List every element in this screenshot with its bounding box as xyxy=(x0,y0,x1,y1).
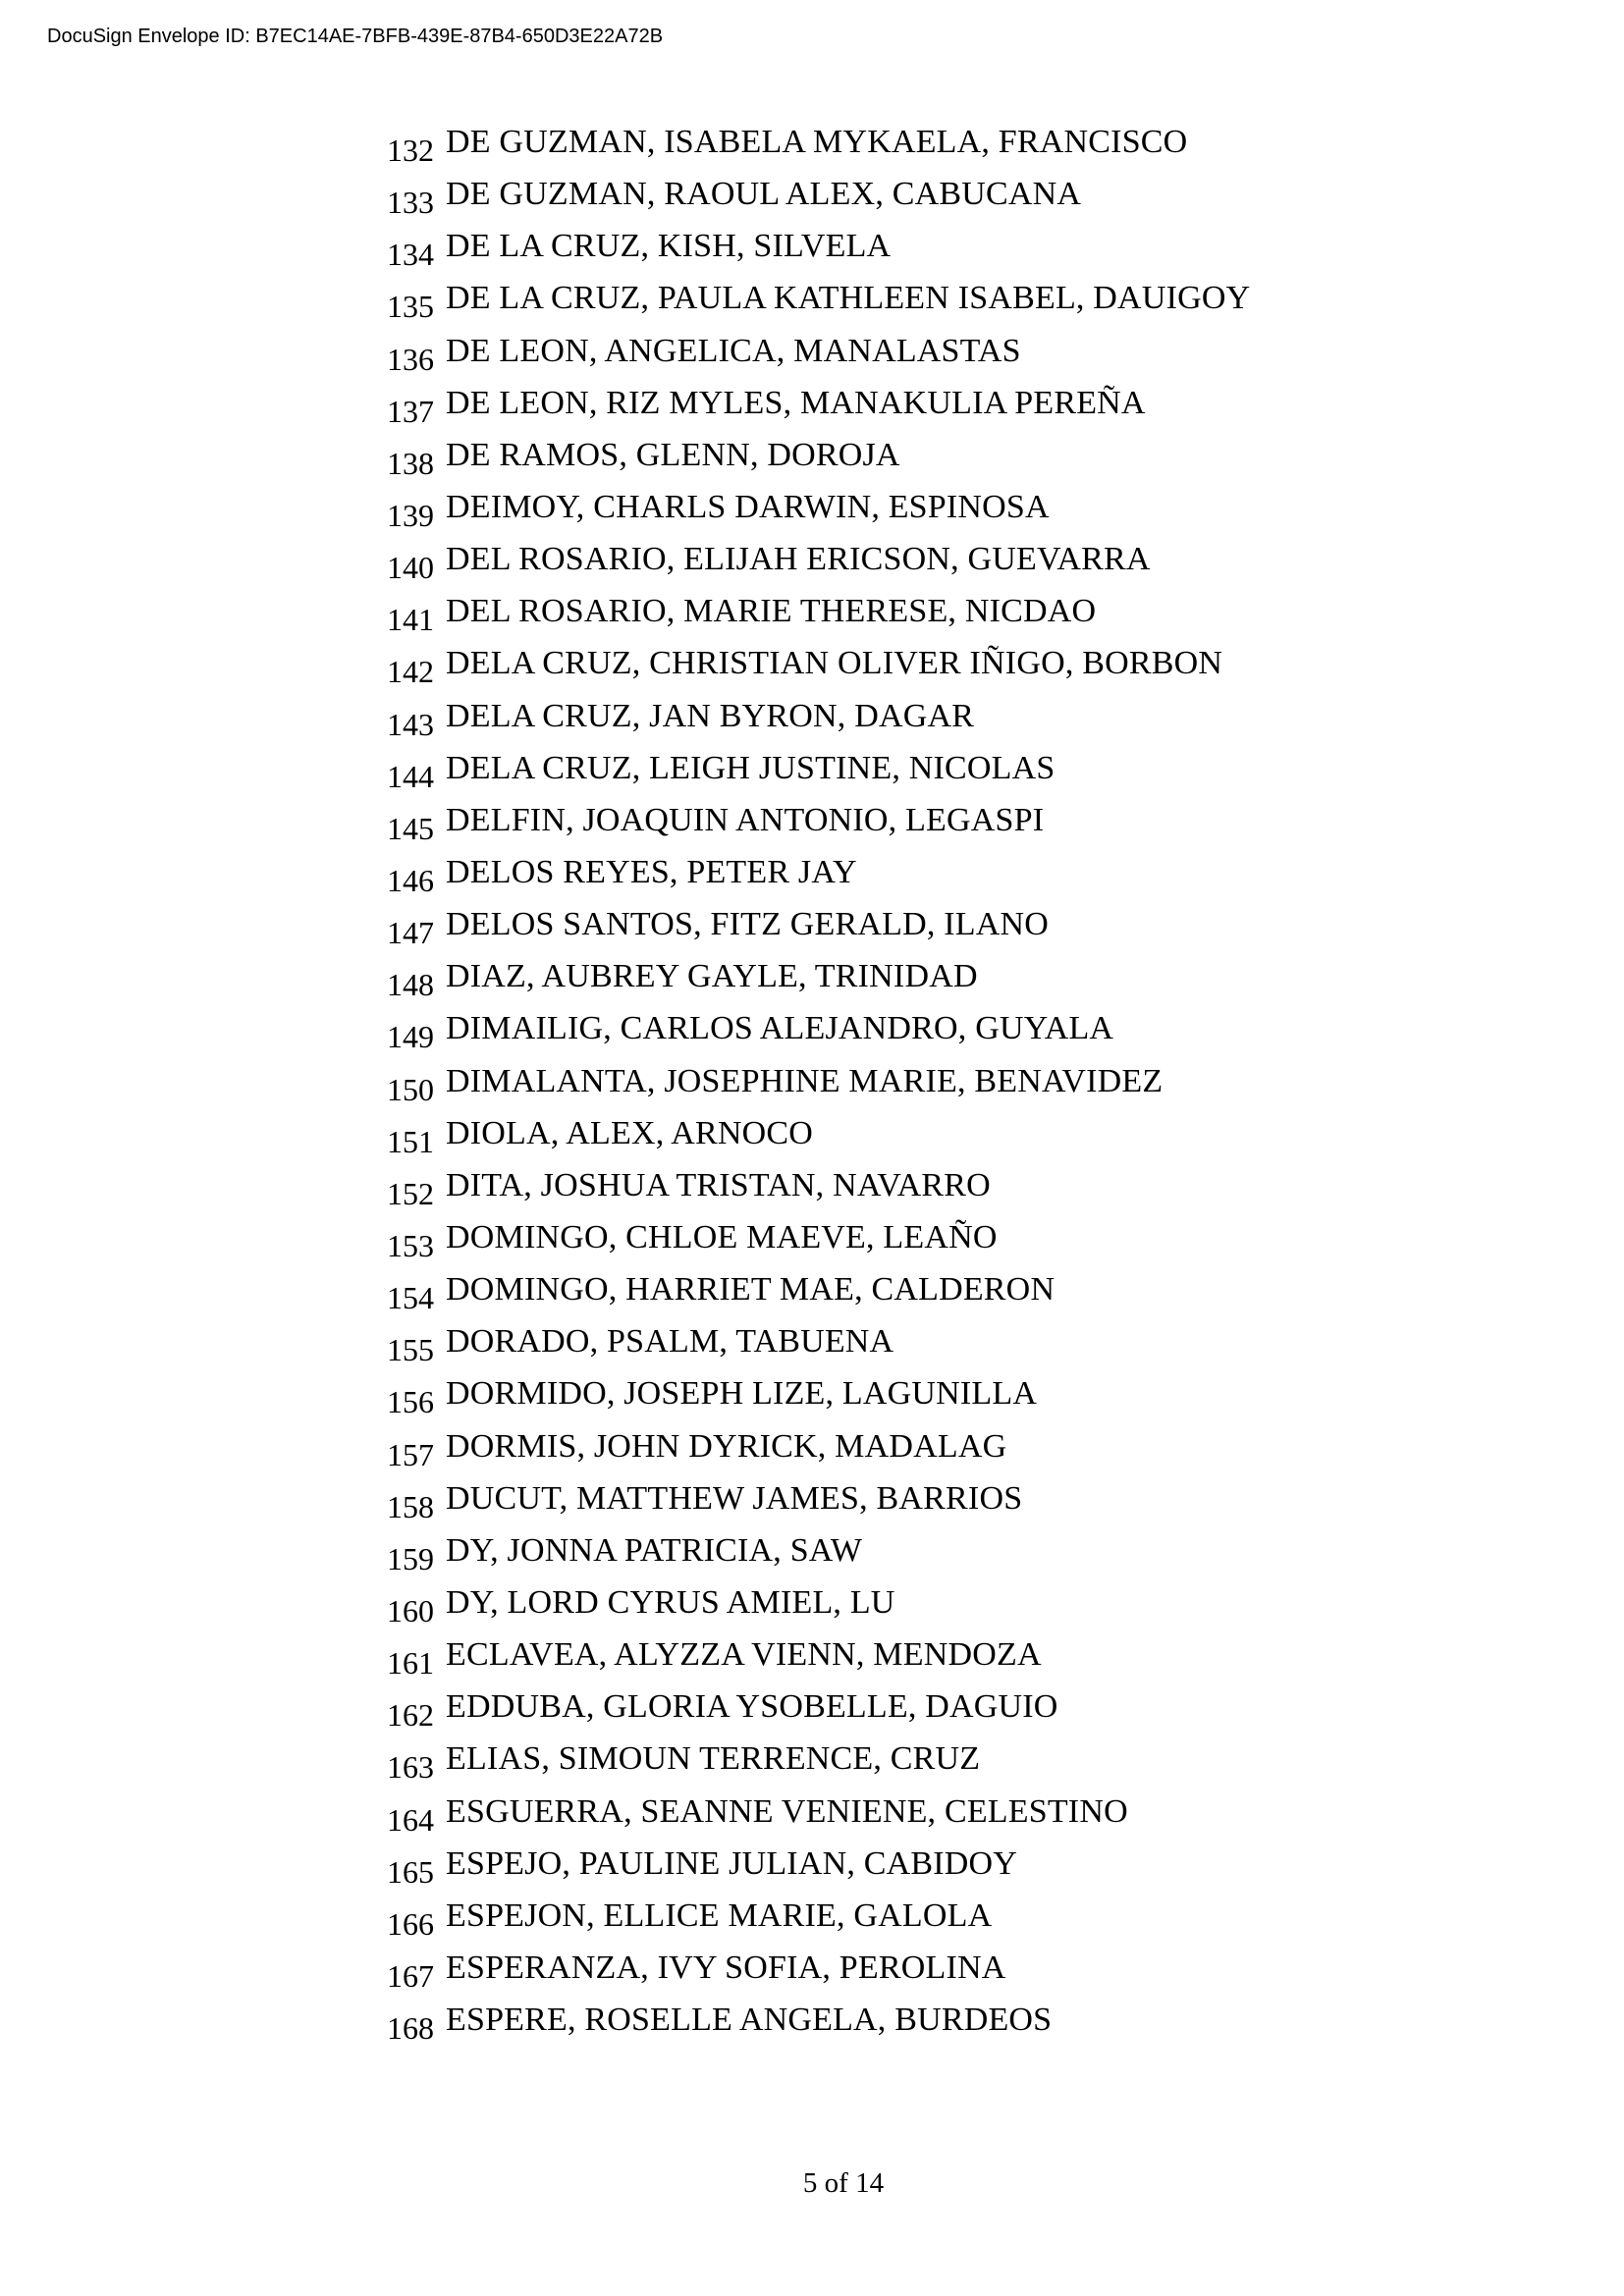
list-item xyxy=(387,645,1250,697)
docusign-envelope-id: DocuSign Envelope ID: B7EC14AE-7BFB-439E-87B4-650D3E22A72B xyxy=(47,26,664,47)
entry-number: 143 xyxy=(387,706,434,742)
entry-name: DIOLA, ALEX, ARNOCO xyxy=(446,1114,814,1151)
page-number: 5 of 14 xyxy=(802,2167,885,2199)
list-item xyxy=(387,1949,1250,2002)
entry-number: 163 xyxy=(387,1749,434,1786)
entry-number: 133 xyxy=(387,185,434,221)
entry-name: DELOS SANTOS, FITZ GERALD, ILANO xyxy=(446,906,1049,943)
entry-name: DUCUT, MATTHEW JAMES, BARRIOS xyxy=(446,1479,1023,1517)
entry-number: 151 xyxy=(387,1123,434,1159)
entry-number: 132 xyxy=(387,133,434,168)
entry-number: 134 xyxy=(387,237,434,273)
entry-name: EDDUBA, GLORIA YSOBELLE, DAGUIO xyxy=(446,1688,1058,1726)
list-item xyxy=(387,593,1250,645)
entry-number: 138 xyxy=(387,445,434,481)
name-list xyxy=(387,124,1250,2054)
entry-name: ESPEJO, PAULINE JULIAN, CABIDOY xyxy=(446,1844,1018,1882)
entry-name: DORADO, PSALM, TABUENA xyxy=(446,1323,894,1361)
entry-name: DE RAMOS, GLENN, DOROJA xyxy=(446,436,900,473)
list-item xyxy=(387,1740,1250,1792)
list-item xyxy=(387,1219,1250,1271)
entry-number: 137 xyxy=(387,393,434,429)
entry-number: 156 xyxy=(387,1384,434,1420)
entry-number: 164 xyxy=(387,1801,434,1838)
list-item xyxy=(387,750,1250,802)
entry-name: DELA CRUZ, CHRISTIAN OLIVER IÑIGO, BORBON xyxy=(446,645,1223,682)
list-item xyxy=(387,958,1250,1010)
entry-number: 148 xyxy=(387,967,434,1003)
entry-number: 166 xyxy=(387,1905,434,1942)
entry-number: 135 xyxy=(387,289,434,325)
list-item xyxy=(387,1167,1250,1219)
entry-name: DE LA CRUZ, KISH, SILVELA xyxy=(446,228,892,265)
list-item xyxy=(387,1010,1250,1062)
list-item xyxy=(387,1428,1250,1480)
entry-name: DE GUZMAN, RAOUL ALEX, CABUCANA xyxy=(446,176,1082,213)
entry-number: 145 xyxy=(387,810,434,846)
entry-number: 154 xyxy=(387,1280,434,1316)
list-item xyxy=(387,228,1250,280)
list-item xyxy=(387,1063,1250,1115)
list-item xyxy=(387,1584,1250,1636)
list-item xyxy=(387,437,1250,489)
list-item xyxy=(387,698,1250,750)
list-item xyxy=(387,1793,1250,1845)
list-item xyxy=(387,124,1250,176)
entry-number: 142 xyxy=(387,654,434,690)
entry-number: 150 xyxy=(387,1071,434,1107)
entry-number: 153 xyxy=(387,1227,434,1263)
list-item xyxy=(387,333,1250,385)
list-item xyxy=(387,489,1250,541)
entry-name: DE LEON, RIZ MYLES, MANAKULIA PEREÑA xyxy=(446,384,1146,421)
entry-number: 165 xyxy=(387,1853,434,1890)
list-item xyxy=(387,1375,1250,1427)
entry-number: 158 xyxy=(387,1488,434,1524)
list-item xyxy=(387,385,1250,437)
list-item xyxy=(387,176,1250,228)
entry-number: 160 xyxy=(387,1592,434,1629)
entry-name: DE GUZMAN, ISABELA MYKAELA, FRANCISCO xyxy=(446,124,1188,160)
entry-name: DORMIDO, JOSEPH LIZE, LAGUNILLA xyxy=(446,1375,1038,1413)
list-item xyxy=(387,802,1250,854)
entry-name: DELFIN, JOAQUIN ANTONIO, LEGASPI xyxy=(446,801,1045,838)
entry-number: 139 xyxy=(387,497,434,533)
entry-name: DELA CRUZ, LEIGH JUSTINE, NICOLAS xyxy=(446,749,1056,786)
entry-name: ESPERANZA, IVY SOFIA, PEROLINA xyxy=(446,1949,1006,1986)
entry-name: DOMINGO, HARRIET MAE, CALDERON xyxy=(446,1271,1056,1308)
entry-number: 141 xyxy=(387,602,434,638)
entry-name: ESPERE, ROSELLE ANGELA, BURDEOS xyxy=(446,2002,1053,2039)
entry-number: 136 xyxy=(387,341,434,377)
entry-name: DIMAILIG, CARLOS ALEJANDRO, GUYALA xyxy=(446,1010,1114,1047)
entry-number: 161 xyxy=(387,1645,434,1682)
entry-name: DORMIS, JOHN DYRICK, MADALAG xyxy=(446,1427,1007,1465)
entry-name: ECLAVEA, ALYZZA VIENN, MENDOZA xyxy=(446,1636,1042,1674)
entry-name: DEL ROSARIO, ELIJAH ERICSON, GUEVARRA xyxy=(446,541,1151,578)
entry-number: 147 xyxy=(387,915,434,951)
entry-name: DEIMOY, CHARLS DARWIN, ESPINOSA xyxy=(446,488,1050,525)
list-item xyxy=(387,854,1250,906)
entry-name: DELOS REYES, PETER JAY xyxy=(446,853,857,890)
entry-number: 144 xyxy=(387,758,434,794)
entry-number: 152 xyxy=(387,1175,434,1211)
entry-number: 155 xyxy=(387,1332,434,1368)
list-item xyxy=(387,1480,1250,1532)
list-item xyxy=(387,1636,1250,1688)
entry-name: DELA CRUZ, JAN BYRON, DAGAR xyxy=(446,697,975,734)
entry-number: 168 xyxy=(387,2010,434,2047)
entry-number: 159 xyxy=(387,1540,434,1576)
entry-number: 162 xyxy=(387,1697,434,1734)
entry-name: DY, LORD CYRUS AMIEL, LU xyxy=(446,1583,895,1621)
entry-name: ESPEJON, ELLICE MARIE, GALOLA xyxy=(446,1896,993,1934)
entry-name: DEL ROSARIO, MARIE THERESE, NICDAO xyxy=(446,593,1097,630)
list-item xyxy=(387,906,1250,958)
entry-name: DIAZ, AUBREY GAYLE, TRINIDAD xyxy=(446,958,978,995)
list-item xyxy=(387,1845,1250,1897)
list-item xyxy=(387,2002,1250,2054)
entry-name: ESGUERRA, SEANNE VENIENE, CELESTINO xyxy=(446,1792,1128,1830)
entry-number: 167 xyxy=(387,1957,434,1994)
entry-number: 149 xyxy=(387,1019,434,1055)
list-item xyxy=(387,280,1250,332)
entry-name: DY, JONNA PATRICIA, SAW xyxy=(446,1531,863,1569)
entry-name: DOMINGO, CHLOE MAEVE, LEAÑO xyxy=(446,1218,998,1255)
list-item xyxy=(387,1897,1250,1949)
list-item xyxy=(387,1323,1250,1375)
entry-number: 157 xyxy=(387,1436,434,1472)
entry-number: 146 xyxy=(387,862,434,898)
entry-name: DITA, JOSHUA TRISTAN, NAVARRO xyxy=(446,1166,991,1203)
entry-name: DE LA CRUZ, PAULA KATHLEEN ISABEL, DAUIGOY xyxy=(446,280,1251,317)
entry-name: DIMALANTA, JOSEPHINE MARIE, BENAVIDEZ xyxy=(446,1062,1164,1099)
list-item xyxy=(387,1532,1250,1584)
entry-name: DE LEON, ANGELICA, MANALASTAS xyxy=(446,332,1021,369)
list-item xyxy=(387,1688,1250,1740)
list-item xyxy=(387,1271,1250,1323)
list-item xyxy=(387,1115,1250,1167)
list-item xyxy=(387,541,1250,593)
entry-number: 140 xyxy=(387,550,434,586)
entry-name: ELIAS, SIMOUN TERRENCE, CRUZ xyxy=(446,1740,981,1778)
